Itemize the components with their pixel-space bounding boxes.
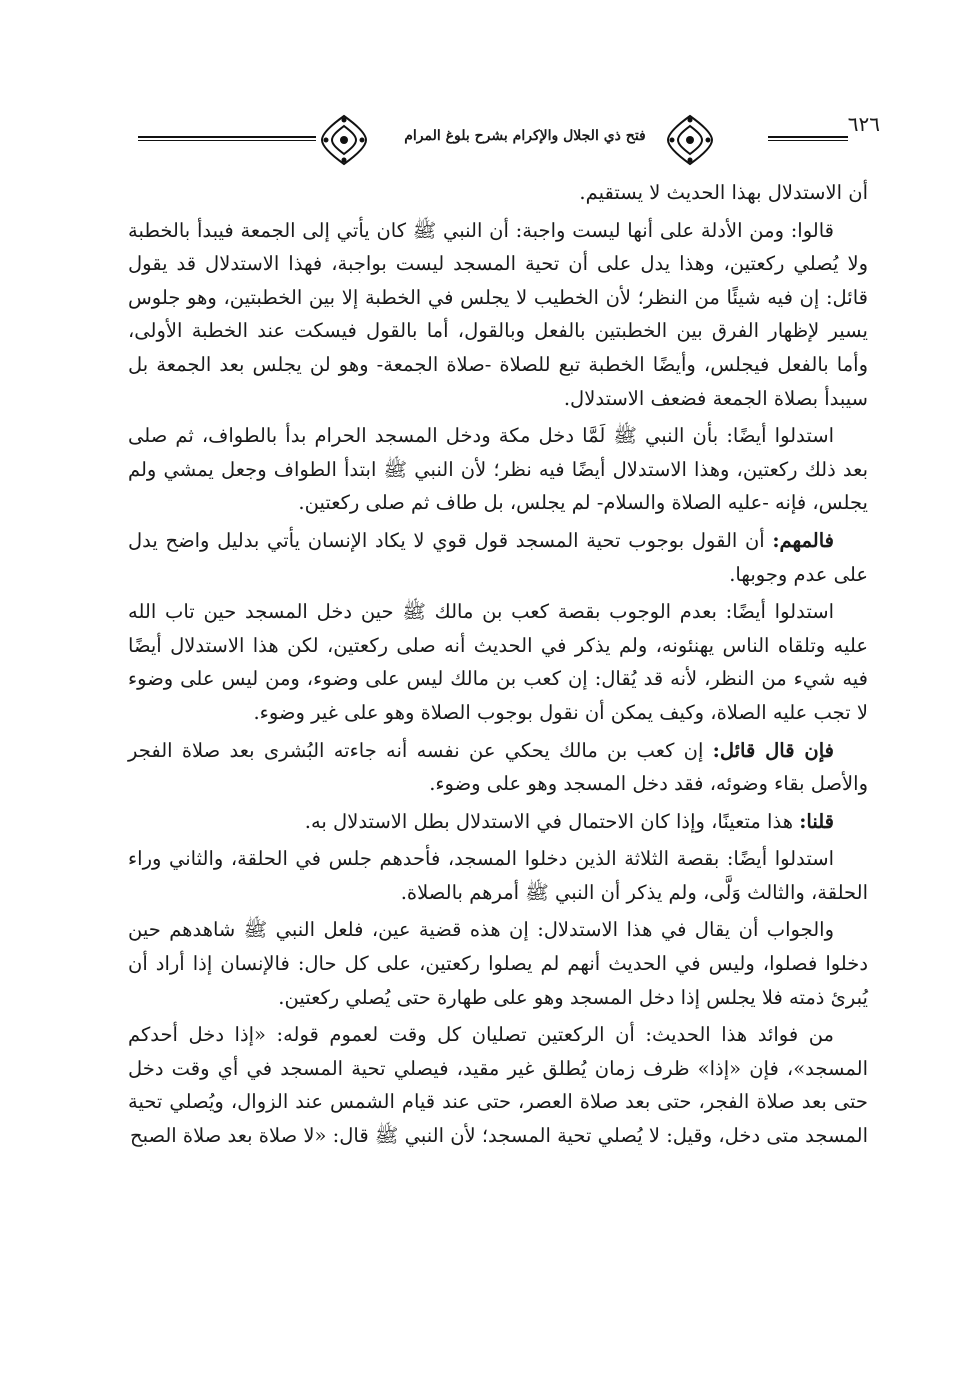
paragraph: من فوائد هذا الحديث: أن الركعتين تصليان كل وقت لعموم قوله: «إذا دخل أحدكم المسجد»، فإن «إذا» ظرف زمان يُطلق غير مقيد، فيصلي تحية المسجد في أي وقت دخل حتى بعد صلاة الفجر، حتى بعد صلاة العصر، حتى عند قيام الشمس عند الزوال، ويُصلي تحية المسجد متى دخل، وقيل: لا يُصلي تحية المسجد؛ لأن النبي ﷺ قال: «لا صلاة بعد صلاة الصبح <box>128 1023 868 1148</box>
paragraph: قلنا: هذا متعينًا، وإذا كان الاحتمال في الاستدلال بطل الاستدلال به. <box>304 809 834 833</box>
running-title: فتح ذي الجلال والإكرام بشرح بلوغ المرام <box>404 128 646 144</box>
arabesque-ornament-icon <box>318 112 370 168</box>
paragraph: والجواب أن يقال في هذا الاستدلال: إن هذه قضية عين، فلعل النبي ﷺ شاهدهم حين دخلوا فصلوا، وليس في الحديث أنهم لم يصلوا ركعتين، على كل حال: فالإنسان إذا أراد أن يُبرئ ذمته فلا يجلس إذا دخل المسجد وهو على طهارة حتى يُصلي ركعتين. <box>128 918 868 1009</box>
paragraph: أن الاستدلال بهذا الحديث لا يستقيم. <box>579 181 868 204</box>
body-text <box>128 176 868 1157</box>
arabesque-ornament-icon <box>664 112 716 168</box>
paragraph: قالوا: ومن الأدلة على أنها ليست واجبة: أن النبي ﷺ كان يأتي إلى الجمعة فيبدأ بالخطبة ولا يُصلي ركعتين، وهذا يدل على أن تحية المسجد ليست بواجبة، فهذا الاستدلال قد يقول قائل: إن فيه شيئًا من النظر؛ لأن الخطيب لا يجلس في الخطبة إلا بين الخطبتين، وهو جلوس يسير لإظهار الفرق بين الخطبتين بالفعل وبالقول، أما بالقول فيسكت عند الخطبة الأولى، وأما بالفعل فيجلس، وأيضًا الخطبة تبع للصلاة -صلاة الجمعة- وهو لن يجلس بعد الجمعة بل سيبدأ بصلاة الجمعة فضعف الاستدلال. <box>128 218 868 410</box>
page-number: ٦٢٦ <box>847 112 880 136</box>
paragraph: فالمهم: أن القول بوجوب تحية المسجد قول قوي لا يكاد الإنسان يأتي بدليل واضح يدل على عدم وجوبها. <box>128 528 868 586</box>
paragraph: استدلوا أيضًا: بأن النبي ﷺ لَمَّا دخل مكة ودخل المسجد الحرام بدأ بالطواف، ثم صلى بعد ذلك ركعتين، وهذا الاستدلال أيضًا فيه نظر؛ لأن النبي ﷺ ابتدأ الطواف وجعل يمشي ولم يجلس، فإنه -عليه الصلاة والسلام- لم يجلس، بل طاف ثم صلى ركعتين. <box>128 424 868 515</box>
paragraph: استدلوا أيضًا: بقصة الثلاثة الذين دخلوا المسجد، فأحدهم جلس في الحلقة، والثاني وراء الحلقة، والثالث وَلَّى، ولم يذكر أن النبي ﷺ أمرهم بالصلاة. <box>128 847 868 904</box>
paragraph: استدلوا أيضًا: بعدم الوجوب بقصة كعب بن مالك ﷺ حين دخل المسجد حين تاب الله عليه وتلقاه الناس يهنئونه، ولم يذكر في الحديث أنه صلى ركعتين، لكن هذا الاستدلال أيضًا فيه شيء من النظر، لأنه قد يُقال: إن كعب بن مالك ليس على وضوء، ومن ليس على وضوء لا تجب عليه الصلاة، وكيف يمكن أن نقول بوجوب الصلاة وهو على غير وضوء. <box>128 600 868 724</box>
paragraph: فإن قال قائل: إن كعب بن مالك يحكي عن نفسه أنه جاءته البُشرى بعد صلاة الفجر والأصل بقاء وضوئه، فقد دخل المسجد وهو على وضوء. <box>128 738 868 796</box>
header-rule-left <box>138 136 316 141</box>
header-rule-right <box>768 136 848 141</box>
page-header <box>132 108 880 170</box>
